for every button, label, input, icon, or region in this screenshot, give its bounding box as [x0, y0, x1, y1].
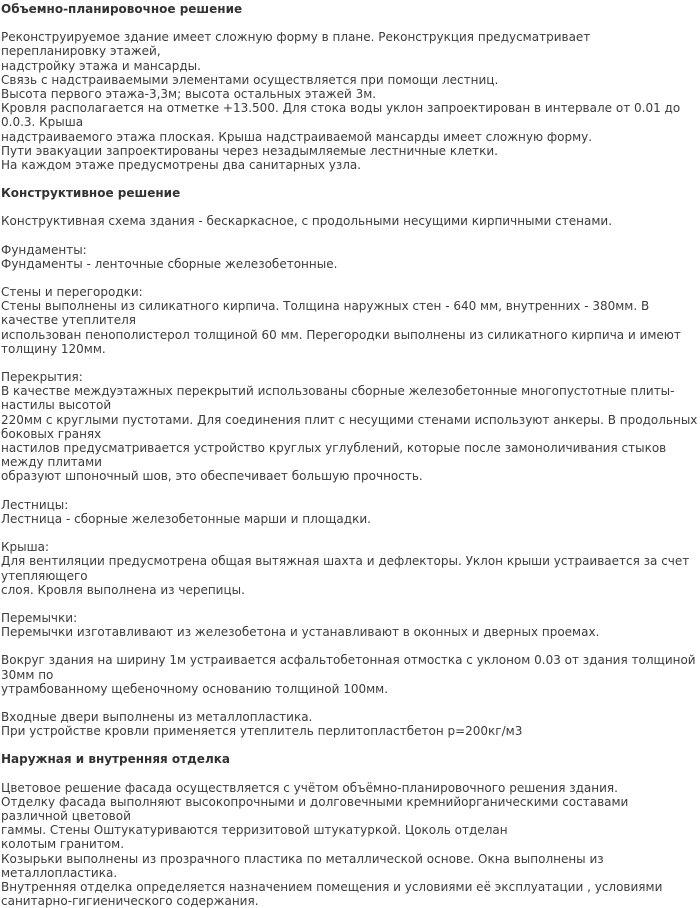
text-line: Пути эвакуации запроектированы через незадымляемые лестничные клетки.: [1, 143, 498, 158]
text-line: гаммы. Стены Оштукатуриваются терризитовой штукатуркой. Цоколь отделан: [1, 823, 508, 838]
text-line: Кровля располагается на отметке +13.500. Для стока воды уклон запроектирован в интервале от 0.01 до 0.0.3. Крыша: [1, 101, 681, 130]
text-line: Для вентиляции предусмотрена общая вытяжная шахта и дефлекторы. Уклон крыши устраивается за счет утепляющего: [1, 554, 690, 583]
paragraph-stairs: [1, 498, 698, 526]
text-line: образуют шпоночный шов, это обеспечивает большую прочность.: [1, 469, 423, 484]
text-line: настилов предусматривается устройство круглых углублений, которые после замоноличивания стыков между плитами: [1, 441, 667, 470]
subheading-walls: Стены и перегородки:: [1, 285, 143, 300]
text-line: колотым гранитом.: [1, 837, 125, 852]
subheading-stairs: Лестницы:: [1, 497, 69, 512]
text-line: надстраиваемого этажа плоская. Крыша надстраиваемой мансарды имеет сложную форму.: [1, 129, 593, 144]
text-line: Высота первого этажа-3,3м; высота остальных этажей 3м.: [1, 87, 377, 102]
paragraph-doors: [1, 710, 698, 738]
text-line: Отделку фасада выполняют высокопрочными и долговечными кремнийорганическими составами различной цветовой: [1, 794, 629, 823]
paragraph-walls: [1, 285, 698, 356]
subheading-foundations: Фундаменты:: [1, 242, 87, 257]
section-heading-finishing: Наружная и внутренняя отделка: [1, 752, 230, 767]
text-line: слоя. Кровля выполнена из черепицы.: [1, 582, 245, 597]
text-line: утрамбованному щебеночному основанию толщиной 100мм.: [1, 681, 389, 696]
text-line: Цветовое решение фасада осуществляется с учётом объёмно-планировочного решения здания.: [1, 780, 618, 795]
text-line: Связь с надстраиваемыми элементами осуществляется при помощи лестниц.: [1, 72, 499, 87]
text-line: надстройку этажа и мансарды.: [1, 58, 201, 73]
text-line: санитарно-гигиенического содержания.: [1, 894, 259, 908]
section-heading-structural: Конструктивное решение: [1, 186, 181, 201]
text-line: При устройстве кровли применяется утеплитель перлитопластбетон p=200кг/м3: [1, 724, 523, 739]
paragraph-lintels: [1, 611, 698, 639]
text-line: В качестве междуэтажных перекрытий использованы сборные железобетонные многопустотные плиты-настилы высотой: [1, 384, 675, 413]
text-line: Фундаменты - ленточные сборные железобетонные.: [1, 256, 338, 271]
paragraph-floors: [1, 370, 698, 484]
text-line: Входные двери выполнены из металлопластика.: [1, 709, 313, 724]
text-line: Вокруг здания на ширину 1м устраивается асфальтобетонная отмостка с уклоном 0.03 от здания толщиной 30мм по: [1, 653, 696, 682]
paragraph-blind-area: [1, 653, 698, 696]
paragraph-space-planning: [1, 30, 698, 172]
paragraph-foundations: [1, 243, 698, 271]
paragraph-roof: [1, 540, 698, 597]
text-line: Внутренняя отделка определяется назначением помещения и условиями её эксплуатации , условиями: [1, 879, 663, 894]
section-heading-space-planning: Объемно-планировочное решение: [1, 2, 243, 16]
text-line: Конструктивная схема здания - бескаркасное, с продольными несущими кирпичными стенами.: [1, 214, 613, 229]
subheading-roof: Крыша:: [1, 540, 49, 555]
text-line: Лестница - сборные железобетонные марши и площадки.: [1, 511, 371, 526]
text-line: Реконструируемое здание имеет сложную форму в плане. Реконструкция предусматривает перепланировку этажей,: [1, 30, 591, 59]
paragraph-finishing: [1, 781, 698, 908]
text-line: На каждом этаже предусмотрены два санитарных узла.: [1, 158, 362, 173]
subheading-floors: Перекрытия:: [1, 370, 83, 385]
text-line: 220мм с круглыми пустотами. Для соединения плит с несущими стенами используют анкеры. В продольных боковых гранях: [1, 412, 698, 441]
text-line: Перемычки изготавливают из железобетона и устанавливают в оконных и дверных проемах.: [1, 625, 600, 640]
text-line: Козырьки выполнены из прозрачного пластика по металлической основе. Окна выполнены из металлопластика.: [1, 851, 604, 880]
text-line: Стены выполнены из силикатного кирпича. Толщина наружных стен - 640 мм, внутренних - 380мм. В качестве утеплителя: [1, 299, 650, 328]
text-line: использован пенополистерол толщиной 60 мм. Перегородки выполнены из силикатного кирпича и имеют толщину 120мм.: [1, 327, 681, 356]
subheading-lintels: Перемычки:: [1, 610, 78, 625]
